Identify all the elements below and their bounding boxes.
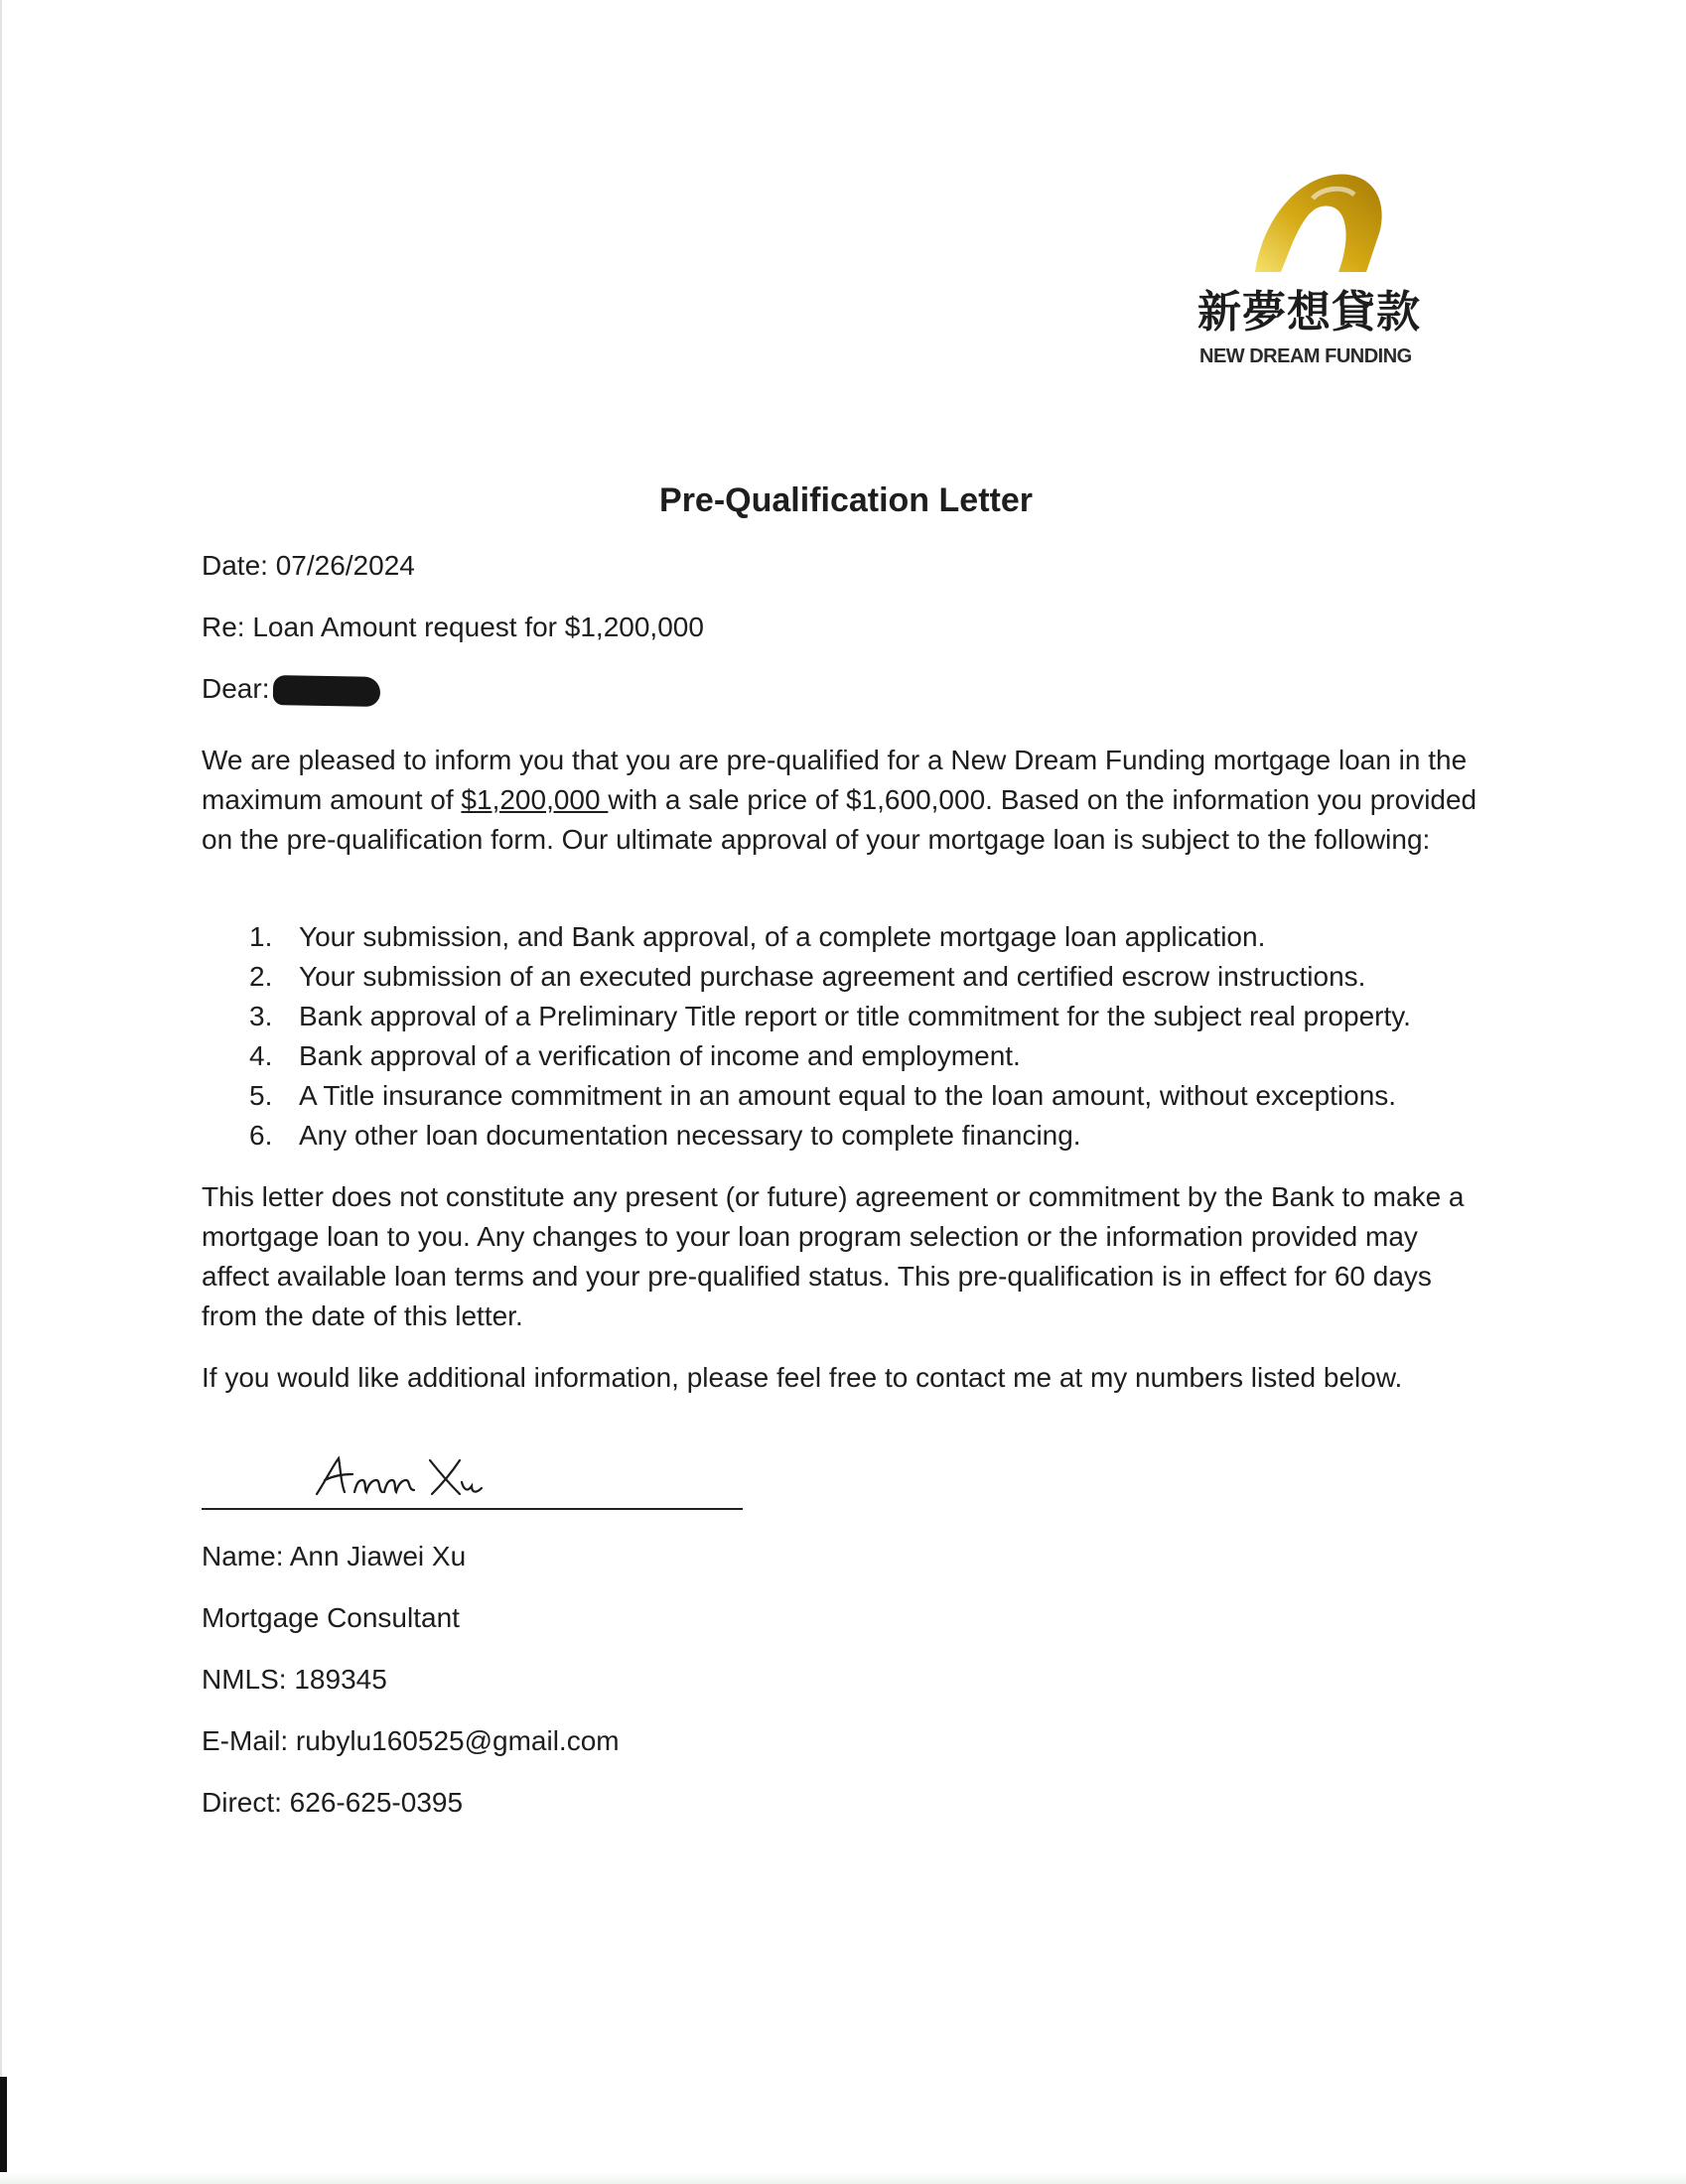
signer-role: Mortgage Consultant xyxy=(202,1602,460,1633)
disclaimer-paragraph: This letter does not constitute any present (or future) agreement or commitment by the Bank to make a mortgage loan to you. Any changes to your loan program selection or the information provided may affect available loan terms and your pre-qualified status. This pre-qualification is in effect for 60 days from the date of this letter. xyxy=(202,1181,1465,1331)
list-item-number: 2. xyxy=(249,961,273,992)
contact-note: If you would like additional information, please feel free to contact me at my numbers listed below. xyxy=(202,1362,1403,1393)
arch-logo-icon xyxy=(1251,169,1390,278)
list-item-text: Your submission, and Bank approval, of a complete mortgage loan application. xyxy=(299,921,1266,952)
list-item-text: Bank approval of a verification of income and employment. xyxy=(299,1040,1021,1071)
list-item xyxy=(202,1116,1492,1156)
intro-before-amount: We are pleased to inform you that you are pre-qualified for a New Dream Funding mortgage loan in the maximum amount of xyxy=(202,745,1468,815)
handwritten-signature xyxy=(311,1444,490,1504)
scan-mark xyxy=(0,2077,7,2184)
letter-title-text: Pre-Qualification Letter xyxy=(659,481,1033,519)
intro-loan-amount: $1,200,000 xyxy=(461,784,609,815)
scan-edge xyxy=(0,0,2,2184)
list-item-number: 1. xyxy=(249,921,273,952)
list-item-text: Bank approval of a Preliminary Title report or title commitment for the subject real property. xyxy=(299,1001,1411,1031)
list-item-text: Any other loan documentation necessary to complete financing. xyxy=(299,1120,1081,1151)
list-item xyxy=(202,997,1492,1036)
signer-name: Name: Ann Jiawei Xu xyxy=(202,1541,467,1571)
list-item xyxy=(202,1036,1492,1076)
list-item-number: 5. xyxy=(249,1080,273,1111)
signature-line xyxy=(202,1508,743,1510)
list-item xyxy=(202,917,1492,957)
list-item xyxy=(202,957,1492,997)
redacted-recipient xyxy=(273,675,381,707)
signer-email: E-Mail: rubylu160525@gmail.com xyxy=(202,1725,620,1756)
re-line: Re: Loan Amount request for $1,200,000 xyxy=(202,612,704,642)
signer-nmls: NMLS: 189345 xyxy=(202,1664,387,1695)
list-item-text: Your submission of an executed purchase agreement and certified escrow instructions. xyxy=(299,961,1366,992)
logo-chinese-name: 新夢想貸款 xyxy=(1197,287,1421,338)
dear-label: Dear: xyxy=(202,673,270,704)
signature-block xyxy=(202,1444,743,1514)
intro-paragraph xyxy=(202,741,1492,860)
letter-title xyxy=(0,481,1686,520)
list-item-number: 4. xyxy=(249,1040,273,1071)
intro-after-amount: with a sale price of $1,600,000. Based on the information you provided on the pre-qualification form. Our ultimate approval of your mortgage loan is subject to the following: xyxy=(202,784,1477,855)
list-item-text: A Title insurance commitment in an amount equal to the loan amount, without exceptions. xyxy=(299,1080,1397,1111)
list-item xyxy=(202,1076,1492,1116)
company-logo xyxy=(1172,169,1470,377)
signer-direct-phone: Direct: 626-625-0395 xyxy=(202,1787,464,1818)
date-line: Date: 07/26/2024 xyxy=(202,550,415,581)
scan-bottom-edge xyxy=(0,2172,1686,2184)
list-item-number: 3. xyxy=(249,1001,273,1031)
conditions-list xyxy=(202,917,1492,1156)
list-item-number: 6. xyxy=(249,1120,273,1151)
logo-english-name: NEW DREAM FUNDING xyxy=(1199,345,1412,367)
salutation xyxy=(202,669,380,709)
